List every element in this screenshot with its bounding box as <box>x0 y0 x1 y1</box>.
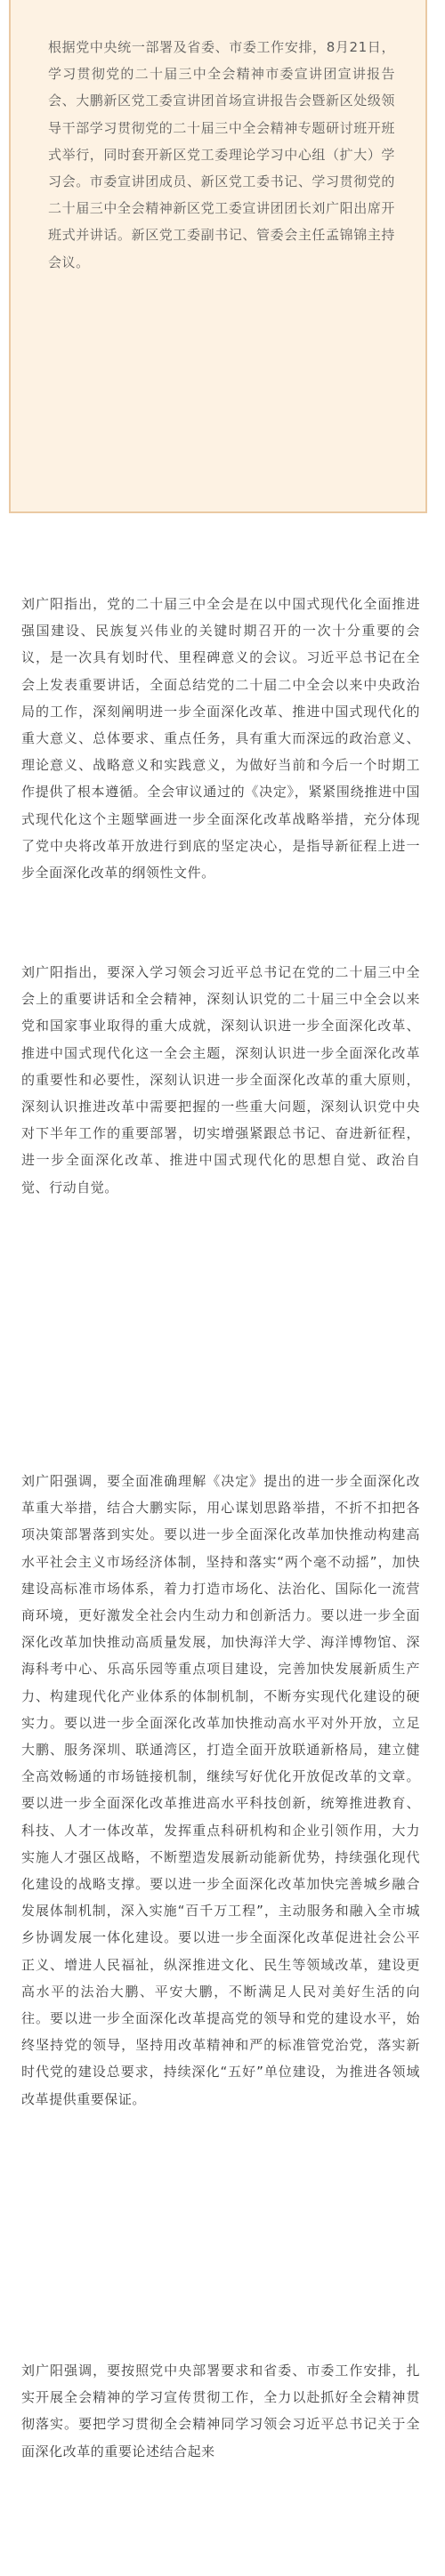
summary-text: 根据党中央统一部署及省委、市委工作安排，8月21日，学习贯彻党的二十届三中全会精神市委宣讲团宣讲报告会、大鹏新区党工委宣讲团首场宣讲报告会暨新区处级领导干部学习贯彻党的二十届三中全会精神专题研讨班开班式举行，同时套开新区党工委理论学习中心组（扩大）学习会。市委宣讲团成员、新区党工委书记、学习贯彻党的二十届三中全会精神新区党工委宣讲团团长刘广阳出席开班式并讲话。新区党工委副书记、管委会主任孟锦锦主持会议。 <box>48 39 395 270</box>
summary-box <box>9 0 427 513</box>
article-paragraph-4: 刘广阳强调，要按照党中央部署要求和省委、市委工作安排，扎实开展全会精神的学习宣传贯彻工作，全力以赴抓好全会精神贯彻落实。要把学习贯彻全会精神同学习领会习近平总书记关于全面深化改革的重要论述结合起来 <box>21 2363 420 2459</box>
article-paragraph-3: 刘广阳强调，要全面准确理解《决定》提出的进一步全面深化改革重大举措，结合大鹏实际，用心谋划思路举措，不折不扣把各项决策部署落到实处。要以进一步全面深化改革加快推动构建高水平社会主义市场经济体制，坚持和落实“两个毫不动摇”，加快建设高标准市场体系，着力打造市场化、法治化、国际化一流营商环境，更好激发全社会内生动力和创新活力。要以进一步全面深化改革加快推动高质量发展，加快海洋大学、海洋博物馆、深海科考中心、乐高乐园等重点项目建设，完善加快发展新质生产力、构建现代化产业体系的体制机制，不断夯实现代化建设的硬实力。要以进一步全面深化改革加快推动高水平对外开放，立足大鹏、服务深圳、联通湾区，打造全面开放联通新格局，建立健全高效畅通的市场链接机制，继续写好优化开放促改革的文章。要以进一步全面深化改革推进高水平科技创新，统筹推进教育、科技、人才一体改革，发挥重点科研机构和企业引领作用，大力实施人才强区战略，不断塑造发展新动能新优势，持续强化现代化建设的战略支撑。要以进一步全面深化改革加快完善城乡融合发展体制机制，深入实施“百千万工程”，主动服务和融入全市城乡协调发展一体化建设。要以进一步全面深化改革促进社会公平正义、增进人民福祉，纵深推进文化、民生等领域改革，建设更高水平的法治大鹏、平安大鹏，不断满足人民对美好生活的向往。要以进一步全面深化改革提高党的领导和党的建设水平，始终坚持党的领导，坚持用改革精神和严的标准管党治党，落实新时代党的建设总要求，持续深化“五好”单位建设，为推进各领域改革提供重要保证。 <box>21 1473 420 2107</box>
article-paragraph-2: 刘广阳指出，要深入学习领会习近平总书记在党的二十届三中全会上的重要讲话和全会精神，深刻认识党的二十届三中全会以来党和国家事业取得的重大成就，深刻认识进一步全面深化改革、推进中国式现代化这一全会主题，深刻认识进一步全面深化改革的重要性和必要性，深刻认识进一步全面深化改革的重大原则，深刻认识推进改革中需要把握的一些重大问题，深刻认识党中央对下半年工作的重要部署，切实增强紧跟总书记、奋进新征程，进一步全面深化改革、推进中国式现代化的思想自觉、政治自觉、行动自觉。 <box>21 964 420 1195</box>
article-paragraph-1: 刘广阳指出，党的二十届三中全会是在以中国式现代化全面推进强国建设、民族复兴伟业的关键时期召开的一次十分重要的会议，是一次具有划时代、里程碑意义的会议。习近平总书记在全会上发表重要讲话，全面总结党的二十届二中全会以来中央政治局的工作，深刻阐明进一步全面深化改革、推进中国式现代化的重大意义、总体要求、重点任务，具有重大而深远的政治意义、理论意义、战略意义和实践意义，为做好当前和今后一个时期工作提供了根本遵循。全会审议通过的《决定》，紧紧围绕推进中国式现代化这个主题擘画进一步全面深化改革战略举措，充分体现了党中央将改革开放进行到底的坚定决心，是指导新征程上进一步全面深化改革的纲领性文件。 <box>21 596 420 881</box>
